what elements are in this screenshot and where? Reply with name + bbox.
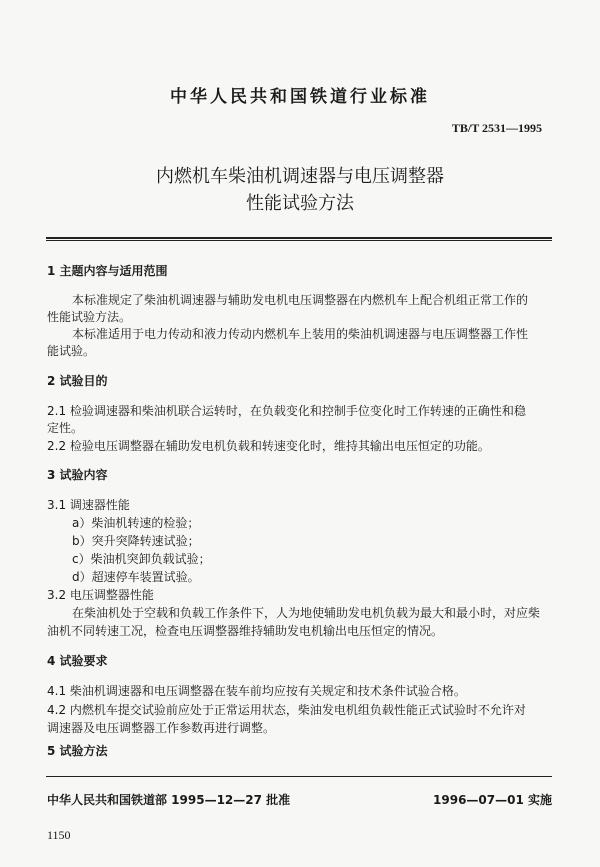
- section-1-paragraph-2-line-2: 能试验。: [47, 344, 96, 358]
- list-item-3-1-a: a）柴油机转速的检验；: [72, 516, 200, 530]
- section-3-heading: 3 试验内容: [47, 468, 108, 482]
- list-item-3-1-d: d）超速停车装置试验。: [72, 570, 200, 584]
- clause-3-2: 3.2 电压调整器性能: [47, 588, 154, 602]
- document-title-line2: 性能试验方法: [246, 193, 354, 214]
- document-title-line1: 内燃机车柴油机调速器与电压调整器: [156, 166, 444, 187]
- header-rule-thick: [46, 237, 552, 239]
- clause-4-1: 4.1 柴油机调速器和电压调整器在装车前均应按有关规定和技术条件试验合格。: [47, 684, 466, 698]
- page-number: 1150: [47, 828, 71, 842]
- section-4-heading: 4 试验要求: [47, 654, 108, 668]
- clause-4-2-line-1: 4.2 内燃机车提交试验前应处于正常运用状态，柴油发电机组负载性能正式试验时不允许对: [47, 703, 526, 717]
- section-2-heading: 2 试验目的: [47, 374, 108, 388]
- standard-code: TB/T 2531—1995: [451, 121, 542, 135]
- section-1-paragraph-2-line-1: 本标准适用于电力传动和液力传动内燃机车上装用的柴油机调速器与电压调整器工作性: [72, 327, 529, 341]
- approval-statement: 中华人民共和国铁道部 1995—12—27 批准: [47, 793, 291, 807]
- section-1-paragraph-1-line-2: 性能试验方法。: [47, 310, 132, 324]
- standard-category: 中华人民共和国铁道行业标准: [170, 87, 430, 107]
- clause-3-1: 3.1 调速器性能: [47, 498, 130, 512]
- section-1-heading: 1 主题内容与适用范围: [47, 264, 168, 278]
- section-5-heading: 5 试验方法: [47, 744, 108, 758]
- header-rule-thin: [46, 240, 552, 241]
- clause-2-1-line-1: 2.1 检验调速器和柴油机联合运转时，在负载变化和控制手位变化时工作转速的正确性和稳: [47, 404, 526, 418]
- clause-3-2-line-2: 油机不同转速工况，检查电压调整器维持辅助发电机输出电压恒定的情况。: [47, 624, 444, 638]
- list-item-3-1-c: c）柴油机突卸负载试验；: [72, 552, 211, 566]
- section-1-paragraph-1-line-1: 本标准规定了柴油机调速器与辅助发电机电压调整器在内燃机车上配合机组正常工作的: [72, 293, 529, 307]
- list-item-3-1-b: b）突升突降转速试验；: [72, 534, 200, 548]
- clause-2-2: 2.2 检验电压调整器在辅助发电机负载和转速变化时，维持其输出电压恒定的功能。: [47, 439, 490, 453]
- footer-rule: [46, 776, 552, 777]
- clause-4-2-line-2: 调速器及电压调整器工作参数再进行调整。: [47, 721, 276, 735]
- clause-3-2-line-1: 在柴油机处于空载和负载工作条件下，人为地使辅助发电机负载为最大和最小时，对应柴: [72, 606, 541, 620]
- implementation-date: 1996—07—01 实施: [433, 793, 552, 807]
- clause-2-1-line-2: 定性。: [47, 421, 84, 435]
